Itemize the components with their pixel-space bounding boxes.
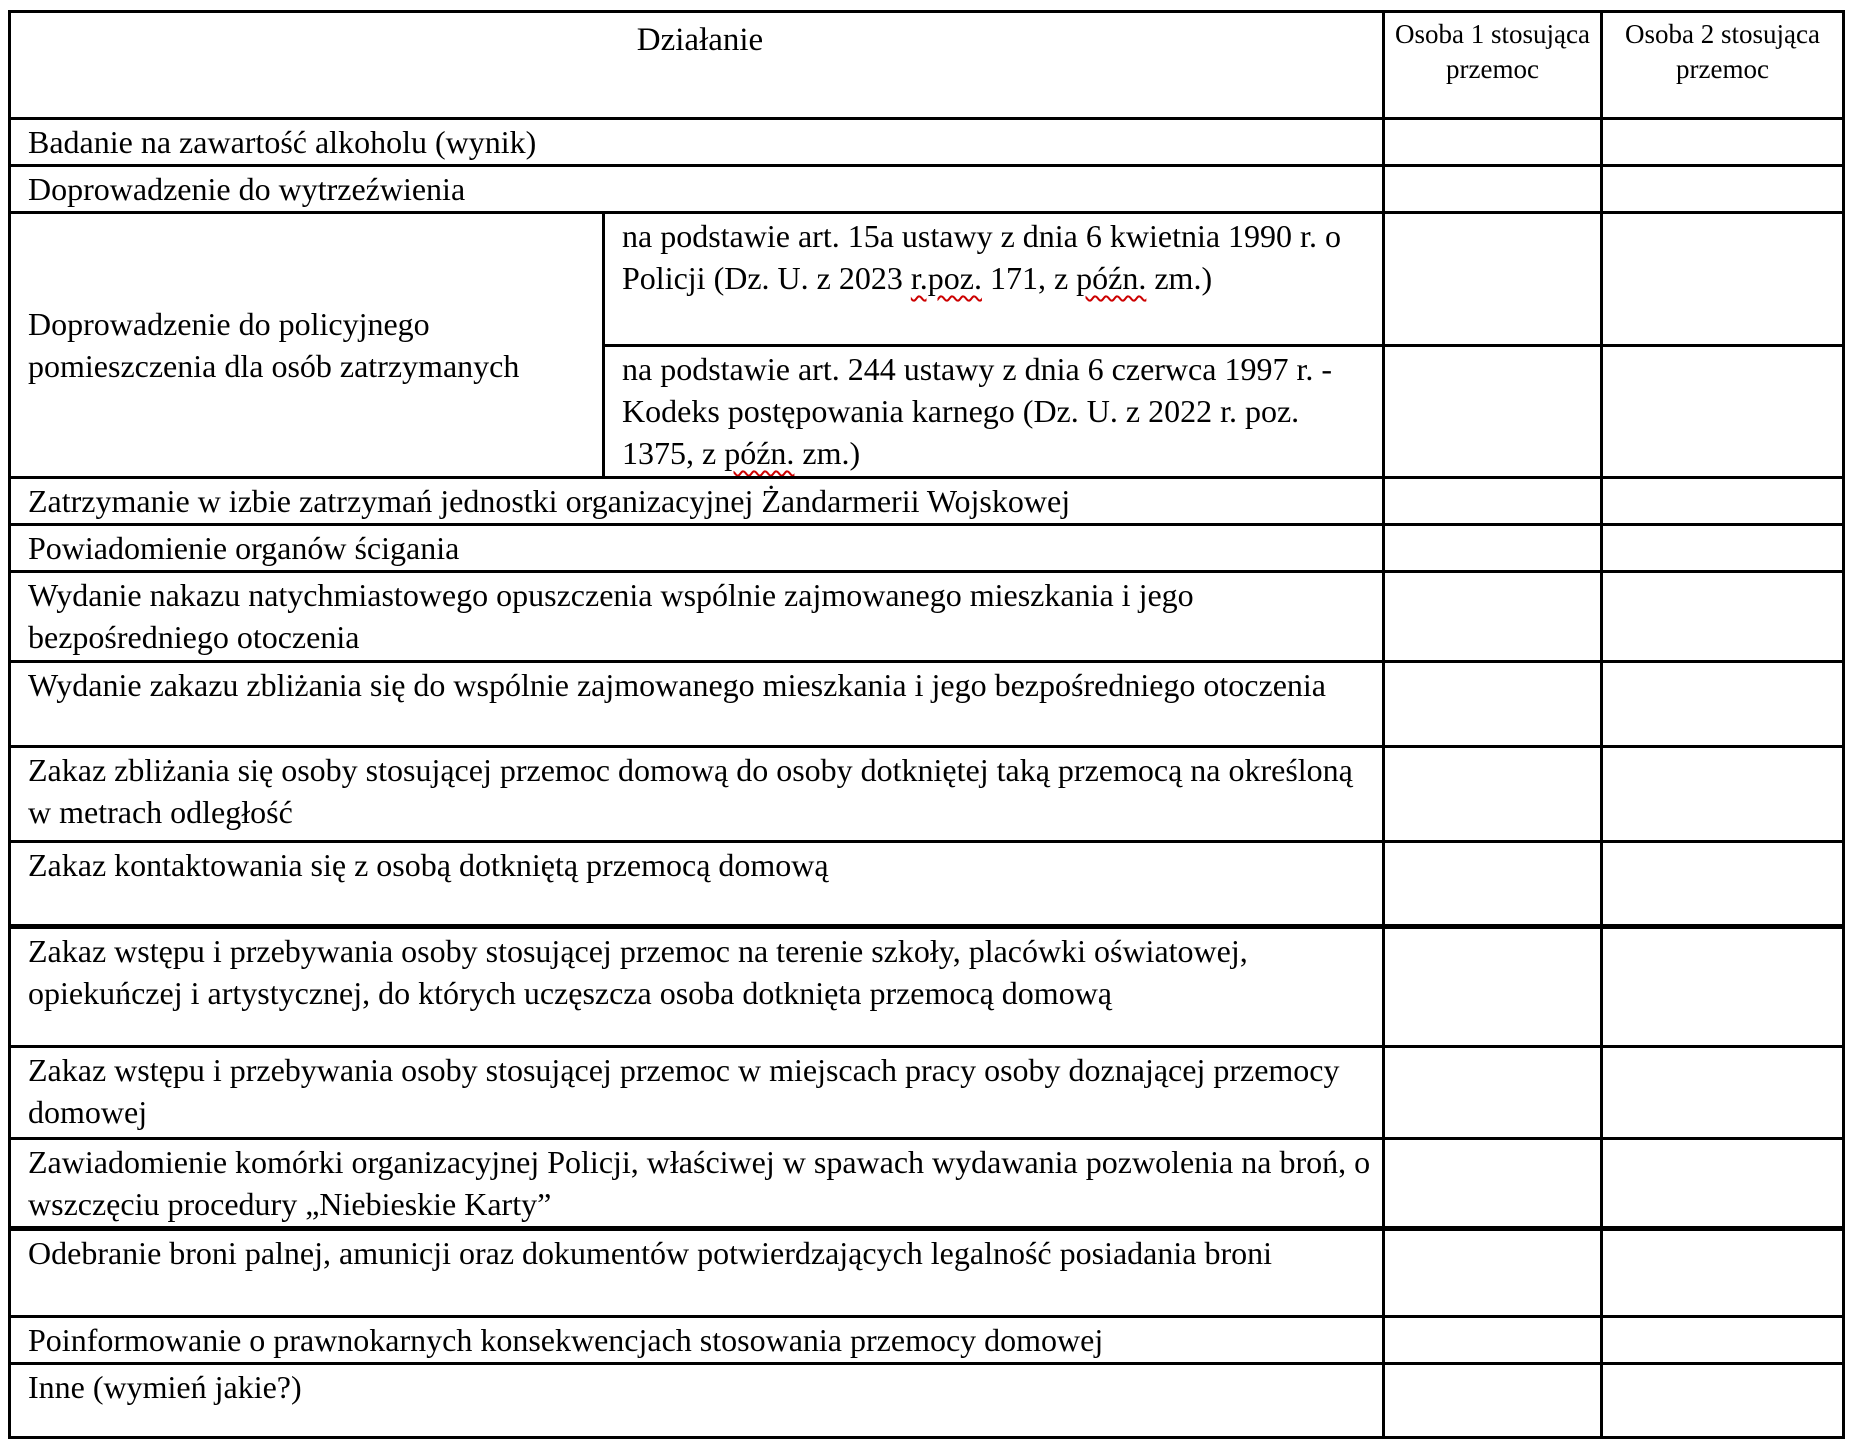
actions-table (8, 10, 1845, 1439)
osoba2-input-cell[interactable] (1602, 662, 1844, 747)
row-label-notify-authorities: Powiadomienie organów ścigania (10, 525, 1384, 572)
row-label-sobering: Doprowadzenie do wytrzeźwienia (10, 166, 1384, 213)
row-label-weapons-seizure: Odebranie broni palnej, amunicji oraz dokumentów potwierdzających legalność posiadania broni (10, 1229, 1384, 1317)
osoba1-input-cell[interactable] (1384, 1229, 1602, 1317)
osoba1-input-cell[interactable] (1384, 1317, 1602, 1364)
osoba2-input-cell[interactable] (1602, 119, 1844, 166)
osoba1-input-cell[interactable] (1384, 213, 1602, 346)
osoba1-input-cell[interactable] (1384, 478, 1602, 525)
table-row (10, 525, 1844, 572)
osoba1-input-cell[interactable] (1384, 119, 1602, 166)
osoba2-input-cell[interactable] (1602, 927, 1844, 1047)
osoba1-input-cell[interactable] (1384, 166, 1602, 213)
row-label-no-entry-workplace: Zakaz wstępu i przebywania osoby stosującej przemoc w miejscach pracy osoby doznającej przemocy domowej (10, 1047, 1384, 1139)
osoba1-input-cell[interactable] (1384, 747, 1602, 842)
row-label-no-contact: Zakaz kontaktowania się z osobą dotkniętą przemocą domową (10, 842, 1384, 927)
osoba2-input-cell[interactable] (1602, 213, 1844, 346)
table-row (10, 166, 1844, 213)
row-label-no-approach-home: Wydanie zakazu zbliżania się do wspólnie zajmowanego mieszkania i jego bezpośredniego otoczenia (10, 662, 1384, 747)
law-text-segment: 171, z (981, 260, 1077, 296)
column-header-person2: Osoba 2 stosująca przemoc (1602, 12, 1844, 119)
row-label-police-detention: Doprowadzenie do policyjnego pomieszczenia dla osób zatrzymanych (10, 213, 604, 478)
osoba1-input-cell[interactable] (1384, 927, 1602, 1047)
osoba2-input-cell[interactable] (1602, 478, 1844, 525)
osoba2-input-cell[interactable] (1602, 1047, 1844, 1139)
osoba2-input-cell[interactable] (1602, 747, 1844, 842)
law-text-segment-misspelled: późn. (1076, 260, 1147, 296)
table-row (10, 842, 1844, 927)
table-row (10, 747, 1844, 842)
table-row (10, 572, 1844, 662)
osoba2-input-cell[interactable] (1602, 1364, 1844, 1438)
osoba2-input-cell[interactable] (1602, 572, 1844, 662)
row-label-eviction-order: Wydanie nakazu natychmiastowego opuszczenia wspólnie zajmowanego mieszkania i jego bezpośredniego otoczenia (10, 572, 1384, 662)
row-label-alcohol-test: Badanie na zawartość alkoholu (wynik) (10, 119, 1384, 166)
osoba1-input-cell[interactable] (1384, 662, 1602, 747)
row-label-no-approach-person: Zakaz zbliżania się osoby stosującej przemoc domową do osoby dotkniętej taką przemocą na określoną w metrach odległość (10, 747, 1384, 842)
law-text-segment-misspelled: r.poz. (910, 260, 982, 296)
column-header-action: Działanie (10, 12, 1384, 119)
osoba1-input-cell[interactable] (1384, 346, 1602, 478)
table-row (10, 1139, 1844, 1229)
osoba2-input-cell[interactable] (1602, 1317, 1844, 1364)
law-text-segment: zm.) (1146, 260, 1213, 296)
row-label-firearms-unit-notice: Zawiadomienie komórki organizacyjnej Policji, właściwej w spawach wydawania pozwolenia na broń, o wszczęciu procedury „Niebieskie Karty” (10, 1139, 1384, 1229)
column-header-person1: Osoba 1 stosująca przemoc (1384, 12, 1602, 119)
osoba2-input-cell[interactable] (1602, 1229, 1844, 1317)
osoba2-input-cell[interactable] (1602, 1139, 1844, 1229)
row-label-military-detention: Zatrzymanie w izbie zatrzymań jednostki organizacyjnej Żandarmerii Wojskowej (10, 478, 1384, 525)
osoba1-input-cell[interactable] (1384, 572, 1602, 662)
law-text-segment: na podstawie art. 15a ustawy z dnia 6 kwietnia 1990 r. o Policji (Dz. U. z 2023 (622, 218, 1341, 296)
table-row (10, 119, 1844, 166)
table-row (10, 1364, 1844, 1438)
row-label-law-basis-2 (604, 346, 1384, 478)
row-label-other: Inne (wymień jakie?) (10, 1364, 1384, 1438)
table-row (10, 927, 1844, 1047)
osoba1-input-cell[interactable] (1384, 1364, 1602, 1438)
table-row (10, 1229, 1844, 1317)
osoba2-input-cell[interactable] (1602, 346, 1844, 478)
osoba1-input-cell[interactable] (1384, 842, 1602, 927)
osoba1-input-cell[interactable] (1384, 1047, 1602, 1139)
table-row (10, 662, 1844, 747)
law-text-segment-misspelled: późn. (724, 435, 795, 471)
osoba2-input-cell[interactable] (1602, 525, 1844, 572)
table-row (10, 478, 1844, 525)
table-row (10, 1047, 1844, 1139)
law-text-segment: na podstawie art. 244 ustawy z dnia 6 czerwca 1997 r. - Kodeks postępowania karnego (Dz. U. z 2022 r. poz. 1375, z (622, 351, 1332, 471)
osoba2-input-cell[interactable] (1602, 842, 1844, 927)
osoba1-input-cell[interactable] (1384, 525, 1602, 572)
row-label-law-basis-1 (604, 213, 1384, 346)
table-row (10, 213, 1844, 346)
table-row (10, 1317, 1844, 1364)
law-text-segment: zm.) (794, 435, 861, 471)
osoba2-input-cell[interactable] (1602, 166, 1844, 213)
header-row (10, 12, 1844, 119)
row-label-legal-consequences-info: Poinformowanie o prawnokarnych konsekwencjach stosowania przemocy domowej (10, 1317, 1384, 1364)
osoba1-input-cell[interactable] (1384, 1139, 1602, 1229)
row-label-no-entry-school: Zakaz wstępu i przebywania osoby stosującej przemoc na terenie szkoły, placówki oświatowej, opiekuńczej i artystycznej, do których uczęszcza osoba dotknięta przemocą domową (10, 927, 1384, 1047)
